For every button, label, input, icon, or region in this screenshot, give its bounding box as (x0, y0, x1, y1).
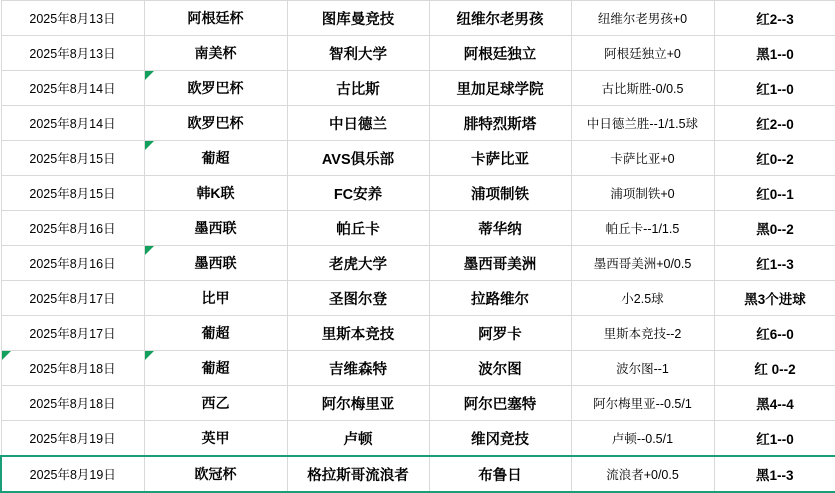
home-team-cell: 图库曼竞技 (287, 1, 429, 36)
home-team-cell: 智利大学 (287, 36, 429, 71)
league-cell: 葡超 (144, 316, 287, 351)
result-cell: 红6--0 (714, 316, 835, 351)
home-team-cell: 吉维森特 (287, 351, 429, 386)
match-date-cell: 2025年8月19日 (1, 456, 144, 492)
match-date-cell: 2025年8月18日 (1, 351, 144, 386)
handicap-cell: 墨西哥美洲+0/0.5 (571, 246, 714, 281)
league-cell: 欧罗巴杯 (144, 71, 287, 106)
result-cell: 红1--0 (714, 421, 835, 457)
table-row (1, 106, 835, 141)
result-cell: 红1--0 (714, 71, 835, 106)
league-cell: 西乙 (144, 386, 287, 421)
handicap-cell: 卡萨比亚+0 (571, 141, 714, 176)
league-cell: 墨西联 (144, 246, 287, 281)
home-team-cell: AVS俱乐部 (287, 141, 429, 176)
match-date-cell: 2025年8月16日 (1, 246, 144, 281)
league-cell: 阿根廷杯 (144, 1, 287, 36)
table-row (1, 176, 835, 211)
result-cell: 黑3个进球 (714, 281, 835, 316)
match-date-cell: 2025年8月18日 (1, 386, 144, 421)
match-date-cell: 2025年8月17日 (1, 316, 144, 351)
away-team-cell: 腓特烈斯塔 (429, 106, 571, 141)
handicap-cell: 纽维尔老男孩+0 (571, 1, 714, 36)
handicap-cell: 阿根廷独立+0 (571, 36, 714, 71)
table-row (1, 316, 835, 351)
match-date-cell: 2025年8月15日 (1, 141, 144, 176)
table-row (1, 1, 835, 36)
match-date-cell: 2025年8月16日 (1, 211, 144, 246)
result-cell: 黑1--3 (714, 456, 835, 492)
handicap-cell: 中日德兰胜--1/1.5球 (571, 106, 714, 141)
handicap-cell: 阿尔梅里亚--0.5/1 (571, 386, 714, 421)
away-team-cell: 蒂华纳 (429, 211, 571, 246)
result-cell: 红2--0 (714, 106, 835, 141)
table-row (1, 456, 835, 492)
away-team-cell: 阿根廷独立 (429, 36, 571, 71)
home-team-cell: 格拉斯哥流浪者 (287, 456, 429, 492)
result-cell: 红0--2 (714, 141, 835, 176)
table-row (1, 351, 835, 386)
league-cell: 英甲 (144, 421, 287, 457)
handicap-cell: 古比斯胜-0/0.5 (571, 71, 714, 106)
result-cell: 红 0--2 (714, 351, 835, 386)
away-team-cell: 浦项制铁 (429, 176, 571, 211)
league-cell: 欧冠杯 (144, 456, 287, 492)
away-team-cell: 墨西哥美洲 (429, 246, 571, 281)
away-team-cell: 阿尔巴塞特 (429, 386, 571, 421)
handicap-cell: 波尔图--1 (571, 351, 714, 386)
home-team-cell: 古比斯 (287, 71, 429, 106)
handicap-cell: 帕丘卡--1/1.5 (571, 211, 714, 246)
away-team-cell: 阿罗卡 (429, 316, 571, 351)
result-cell: 红1--3 (714, 246, 835, 281)
result-cell: 黑4--4 (714, 386, 835, 421)
home-team-cell: 里斯本竞技 (287, 316, 429, 351)
home-team-cell: FC安养 (287, 176, 429, 211)
table-row (1, 36, 835, 71)
match-date-cell: 2025年8月19日 (1, 421, 144, 457)
league-cell: 比甲 (144, 281, 287, 316)
match-date-cell: 2025年8月14日 (1, 106, 144, 141)
match-date-cell: 2025年8月13日 (1, 36, 144, 71)
result-cell: 红0--1 (714, 176, 835, 211)
home-team-cell: 中日德兰 (287, 106, 429, 141)
table-row (1, 386, 835, 421)
home-team-cell: 帕丘卡 (287, 211, 429, 246)
league-cell: 葡超 (144, 141, 287, 176)
handicap-cell: 里斯本竞技--2 (571, 316, 714, 351)
handicap-cell: 浦项制铁+0 (571, 176, 714, 211)
table-row (1, 281, 835, 316)
home-team-cell: 老虎大学 (287, 246, 429, 281)
result-cell: 红2--3 (714, 1, 835, 36)
away-team-cell: 里加足球学院 (429, 71, 571, 106)
match-date-cell: 2025年8月17日 (1, 281, 144, 316)
league-cell: 韩K联 (144, 176, 287, 211)
result-cell: 黑1--0 (714, 36, 835, 71)
away-team-cell: 维冈竞技 (429, 421, 571, 457)
table-row (1, 71, 835, 106)
league-cell: 墨西联 (144, 211, 287, 246)
match-date-cell: 2025年8月15日 (1, 176, 144, 211)
result-cell: 黑0--2 (714, 211, 835, 246)
home-team-cell: 卢顿 (287, 421, 429, 457)
league-cell: 欧罗巴杯 (144, 106, 287, 141)
table-row (1, 421, 835, 457)
away-team-cell: 波尔图 (429, 351, 571, 386)
match-date-cell: 2025年8月14日 (1, 71, 144, 106)
away-team-cell: 布鲁日 (429, 456, 571, 492)
handicap-cell: 小2.5球 (571, 281, 714, 316)
league-cell: 南美杯 (144, 36, 287, 71)
away-team-cell: 纽维尔老男孩 (429, 1, 571, 36)
table-row (1, 141, 835, 176)
handicap-cell: 卢顿--0.5/1 (571, 421, 714, 457)
table-row (1, 211, 835, 246)
table-row (1, 246, 835, 281)
handicap-cell: 流浪者+0/0.5 (571, 456, 714, 492)
league-cell: 葡超 (144, 351, 287, 386)
away-team-cell: 卡萨比亚 (429, 141, 571, 176)
home-team-cell: 圣图尔登 (287, 281, 429, 316)
away-team-cell: 拉路维尔 (429, 281, 571, 316)
table-body (1, 1, 835, 493)
match-date-cell: 2025年8月13日 (1, 1, 144, 36)
home-team-cell: 阿尔梅里亚 (287, 386, 429, 421)
